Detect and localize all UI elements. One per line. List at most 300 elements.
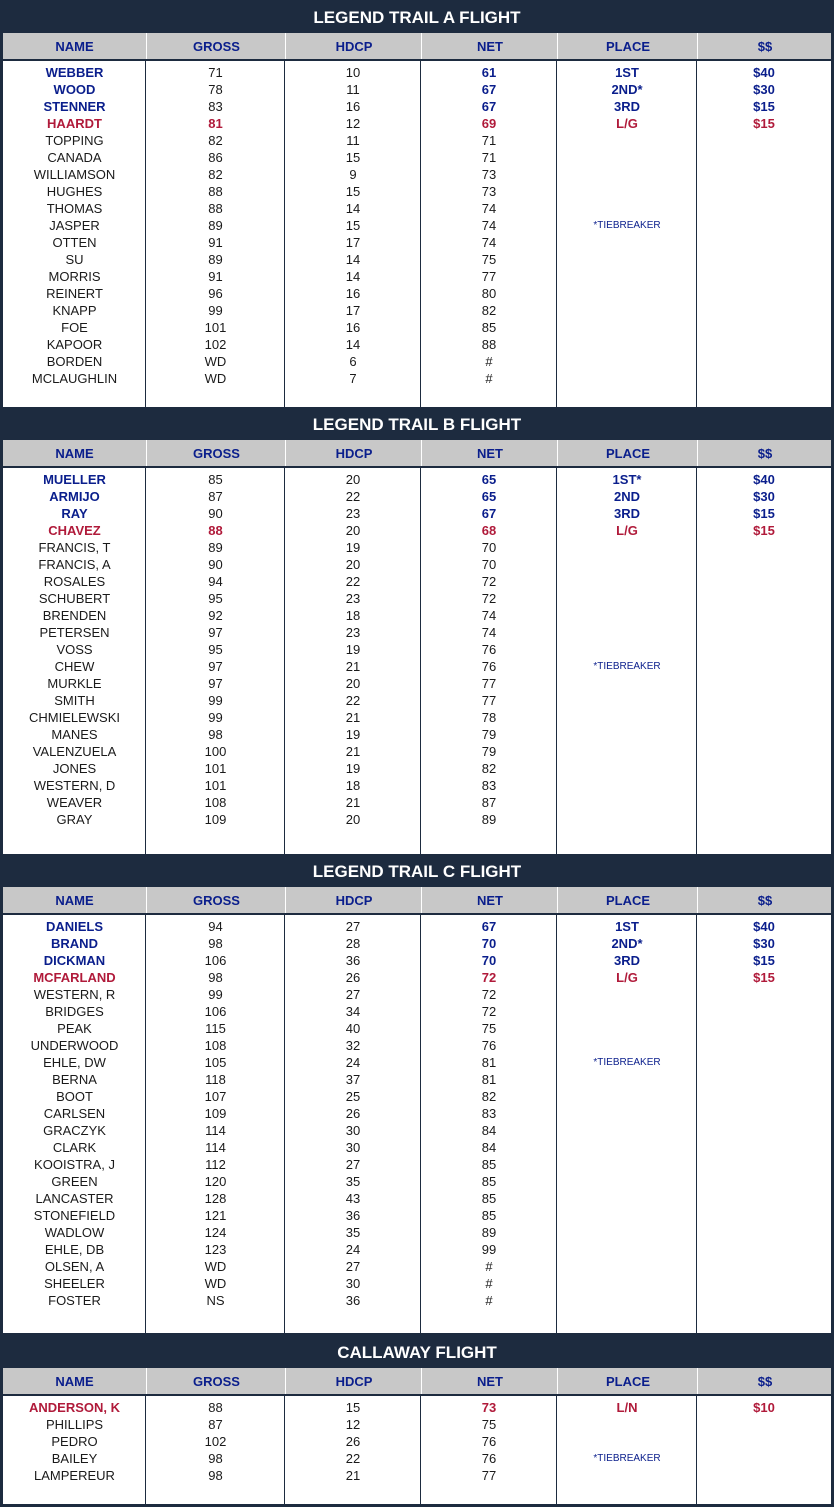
cell-money: [697, 1122, 831, 1139]
cell-name: WESTERN, R: [33, 987, 116, 1002]
cell-place: L/G: [616, 116, 638, 131]
cell-hdcp: 21: [345, 710, 361, 725]
cell-money: [697, 1105, 831, 1122]
cell-place: [557, 1139, 697, 1156]
cell-net: 75: [481, 252, 497, 267]
cell-place: L/G: [616, 523, 638, 538]
cell-gross: 124: [204, 1225, 227, 1240]
cell-gross: 102: [204, 337, 227, 352]
cell-gross: 87: [208, 489, 223, 504]
cell-place: [557, 1275, 697, 1292]
cell-place: [557, 302, 697, 319]
cell-money: [697, 658, 831, 675]
cell-name: HUGHES: [46, 184, 103, 199]
cell-name: ANDERSON, K: [28, 1400, 120, 1415]
cell-hdcp: 6: [349, 354, 357, 369]
cell-money: [697, 132, 831, 149]
cell-net: #: [485, 1293, 493, 1308]
cell-place: [557, 1020, 697, 1037]
cell-net: 74: [481, 218, 497, 233]
cell-net: 88: [481, 337, 497, 352]
cell-hdcp: 30: [345, 1140, 361, 1155]
cell-name: MORRIS: [48, 269, 101, 284]
cell-hdcp: 30: [345, 1123, 361, 1138]
cell-hdcp: 18: [345, 778, 361, 793]
cell-name: CLARK: [52, 1140, 97, 1155]
cell-money: [697, 319, 831, 336]
cell-money: [697, 1275, 831, 1292]
cell-place: [557, 1224, 697, 1241]
cell-name: BRAND: [51, 936, 98, 951]
cell-net: 76: [481, 1434, 497, 1449]
cell-place: 2ND: [613, 489, 640, 504]
cell-hdcp: 35: [345, 1225, 361, 1240]
cell-gross: 98: [208, 970, 223, 985]
cell-hdcp: 12: [345, 1417, 361, 1432]
cell-money: [697, 1156, 831, 1173]
cell-net: 72: [481, 970, 497, 985]
column-header-money: $$: [697, 1368, 832, 1394]
cell-net: 75: [481, 1417, 497, 1432]
cell-gross: 100: [204, 744, 227, 759]
cell-net: 78: [481, 710, 497, 725]
cell-name: MCFARLAND: [33, 970, 116, 985]
cell-gross: 82: [208, 133, 223, 148]
cell-net: 99: [481, 1242, 497, 1257]
cell-net: 87: [481, 795, 497, 810]
cell-name: SHEELER: [44, 1276, 105, 1291]
cell-hdcp: 12: [345, 116, 361, 131]
cell-gross: 123: [204, 1242, 227, 1257]
cell-place: [557, 624, 697, 641]
cell-net: 77: [481, 269, 497, 284]
cell-place: [557, 986, 697, 1003]
tiebreaker-note: *TIEBREAKER: [593, 220, 661, 231]
column-header-place: PLACE: [557, 1368, 698, 1394]
cell-net: 65: [481, 472, 497, 487]
cell-name: STENNER: [43, 99, 106, 114]
cell-name: BRENDEN: [42, 608, 107, 623]
cell-place: [557, 743, 697, 760]
cell-money: $40: [753, 472, 775, 487]
tiebreaker-note: *TIEBREAKER: [593, 1453, 661, 1464]
cell-money: [697, 1190, 831, 1207]
cell-net: 74: [481, 201, 497, 216]
cell-place: [557, 709, 697, 726]
cell-hdcp: 27: [345, 1259, 361, 1274]
cell-net: 70: [481, 557, 497, 572]
cell-gross: 95: [208, 642, 223, 657]
cell-net: #: [485, 354, 493, 369]
cell-net: 67: [481, 506, 497, 521]
cell-hdcp: 21: [345, 1468, 361, 1483]
cell-net: 71: [481, 133, 497, 148]
cell-money: [697, 183, 831, 200]
cell-money: [697, 217, 831, 234]
cell-hdcp: 14: [345, 269, 361, 284]
cell-name: EHLE, DB: [44, 1242, 105, 1257]
cell-money: $15: [753, 99, 775, 114]
cell-net: 83: [481, 778, 497, 793]
column-header-place: PLACE: [557, 33, 698, 59]
cell-place: 2ND*: [611, 82, 643, 97]
cell-hdcp: 11: [346, 82, 360, 97]
cell-place: [557, 607, 697, 624]
cell-net: 72: [481, 574, 497, 589]
cell-gross: 97: [208, 625, 223, 640]
cell-net: 74: [481, 625, 497, 640]
cell-money: [697, 268, 831, 285]
cell-hdcp: 27: [345, 1157, 361, 1172]
cell-hdcp: 16: [345, 320, 361, 335]
cell-place: [557, 268, 697, 285]
column-header-row: [3, 887, 831, 913]
cell-gross: 95: [208, 591, 223, 606]
cell-money: [697, 1292, 831, 1309]
cell-gross: 94: [208, 919, 223, 934]
cell-hdcp: 22: [345, 693, 361, 708]
column-header-money: $$: [697, 440, 832, 466]
cell-hdcp: 24: [345, 1242, 361, 1257]
cell-hdcp: 27: [345, 987, 361, 1002]
cell-net: #: [485, 1259, 493, 1274]
cell-gross: 109: [204, 812, 227, 827]
cell-gross: 91: [208, 235, 223, 250]
cell-gross: 89: [208, 218, 223, 233]
cell-place: [557, 556, 697, 573]
column-header-net: NET: [421, 1368, 558, 1394]
cell-place: [557, 149, 697, 166]
column-header-money: $$: [697, 887, 832, 913]
cell-place: [557, 726, 697, 743]
cell-money: [697, 1467, 831, 1484]
cell-gross: WD: [204, 371, 227, 386]
cell-hdcp: 20: [345, 557, 361, 572]
cell-name: KNAPP: [52, 303, 97, 318]
cell-money: [697, 1054, 831, 1071]
cell-net: 77: [481, 1468, 497, 1483]
cell-hdcp: 32: [345, 1038, 361, 1053]
cell-place: [557, 1071, 697, 1088]
cell-gross: NS: [206, 1293, 225, 1308]
cell-gross: 106: [204, 953, 227, 968]
cell-net: 72: [481, 591, 497, 606]
cell-net: 74: [481, 608, 497, 623]
column-header-place: PLACE: [557, 440, 698, 466]
flight-title: CALLAWAY FLIGHT: [0, 1335, 834, 1368]
cell-gross: 88: [208, 184, 223, 199]
cell-gross: 98: [208, 936, 223, 951]
cell-net: 73: [481, 167, 497, 182]
cell-place: [557, 1190, 697, 1207]
cell-gross: 106: [204, 1004, 227, 1019]
cell-name: MANES: [51, 727, 98, 742]
cell-gross: 99: [208, 693, 223, 708]
cell-name: KAPOOR: [46, 337, 103, 352]
cell-name: OLSEN, A: [44, 1259, 105, 1274]
cell-gross: 81: [208, 116, 223, 131]
cell-name: FOSTER: [48, 1293, 101, 1308]
cell-place: [557, 794, 697, 811]
column-header-name: NAME: [55, 1374, 94, 1389]
cell-money: $40: [753, 919, 775, 934]
cell-name: WESTERN, D: [33, 778, 116, 793]
cell-money: $15: [753, 970, 775, 985]
cell-place: 3RD: [613, 99, 640, 114]
column-header-net: NET: [421, 440, 558, 466]
cell-hdcp: 21: [345, 659, 361, 674]
column-header-money: $$: [697, 33, 832, 59]
cell-hdcp: 36: [345, 953, 361, 968]
cell-money: [697, 760, 831, 777]
cell-money: $30: [753, 936, 775, 951]
column-header-row: [3, 440, 831, 466]
cell-place: [557, 692, 697, 709]
cell-hdcp: 25: [345, 1089, 361, 1104]
cell-hdcp: 43: [345, 1191, 361, 1206]
cell-hdcp: 28: [345, 936, 361, 951]
cell-gross: 108: [204, 795, 227, 810]
cell-hdcp: 34: [345, 1004, 361, 1019]
cell-place: [557, 641, 697, 658]
cell-net: 72: [481, 987, 497, 1002]
cell-place: [557, 370, 697, 387]
cell-money: [697, 675, 831, 692]
cell-money: [697, 302, 831, 319]
cell-gross: 97: [208, 676, 223, 691]
cell-hdcp: 19: [345, 642, 361, 657]
cell-money: [697, 794, 831, 811]
cell-net: 61: [481, 65, 497, 80]
column-header-hdcp: HDCP: [285, 440, 422, 466]
cell-gross: 90: [208, 506, 223, 521]
cell-hdcp: 19: [345, 540, 361, 555]
cell-place: [557, 251, 697, 268]
cell-place: [557, 1433, 697, 1450]
column-header-net: NET: [421, 33, 558, 59]
cell-name: MURKLE: [47, 676, 102, 691]
cell-hdcp: 21: [345, 795, 361, 810]
cell-net: 67: [481, 919, 497, 934]
cell-place: [557, 675, 697, 692]
cell-gross: 78: [208, 82, 223, 97]
cell-hdcp: 22: [345, 489, 361, 504]
cell-money: [697, 336, 831, 353]
column-header-place: PLACE: [557, 887, 698, 913]
cell-money: [697, 370, 831, 387]
cell-name: UNDERWOOD: [30, 1038, 119, 1053]
cell-net: 85: [481, 1208, 497, 1223]
cell-place: [557, 1156, 697, 1173]
cell-money: $10: [753, 1400, 775, 1415]
cell-hdcp: 27: [345, 919, 361, 934]
cell-gross: 114: [205, 1140, 226, 1155]
cell-gross: 97: [208, 659, 223, 674]
cell-hdcp: 15: [345, 1400, 361, 1415]
cell-name: WADLOW: [44, 1225, 105, 1240]
cell-name: FRANCIS, A: [38, 557, 111, 572]
cell-name: BAILEY: [51, 1451, 98, 1466]
cell-net: 82: [481, 1089, 497, 1104]
cell-name: PETERSEN: [39, 625, 110, 640]
cell-net: 76: [481, 1038, 497, 1053]
cell-money: [697, 726, 831, 743]
cell-place: [557, 1258, 697, 1275]
cell-gross: 98: [208, 1468, 223, 1483]
cell-name: FOE: [61, 320, 88, 335]
cell-hdcp: 14: [345, 201, 361, 216]
cell-place: [557, 811, 697, 828]
cell-hdcp: 20: [345, 676, 361, 691]
cell-hdcp: 15: [345, 184, 361, 199]
cell-net: 82: [481, 761, 497, 776]
cell-money: [697, 692, 831, 709]
cell-hdcp: 14: [345, 337, 361, 352]
cell-gross: 99: [208, 987, 223, 1002]
cell-net: 67: [481, 82, 497, 97]
cell-name: PEAK: [57, 1021, 92, 1036]
cell-net: 76: [481, 1451, 497, 1466]
cell-money: $40: [753, 65, 775, 80]
cell-net: 84: [481, 1140, 497, 1155]
cell-net: 77: [481, 676, 497, 691]
cell-hdcp: 16: [345, 99, 361, 114]
cell-net: 79: [481, 727, 497, 742]
column-header-hdcp: HDCP: [285, 1368, 422, 1394]
cell-name: WOOD: [53, 82, 96, 97]
flight-table: [3, 1395, 831, 1504]
cell-gross: 118: [205, 1072, 226, 1087]
cell-place: [557, 166, 697, 183]
cell-place: [557, 234, 697, 251]
cell-place: [557, 590, 697, 607]
cell-gross: 98: [208, 727, 223, 742]
column-header-hdcp: HDCP: [285, 33, 422, 59]
tiebreaker-note: *TIEBREAKER: [593, 661, 661, 672]
cell-place: [557, 573, 697, 590]
cell-hdcp: 20: [345, 472, 361, 487]
cell-place: [557, 353, 697, 370]
cell-hdcp: 26: [345, 1434, 361, 1449]
cell-gross: 99: [208, 710, 223, 725]
cell-net: 85: [481, 320, 497, 335]
column-header-gross: GROSS: [146, 887, 286, 913]
cell-name: PHILLIPS: [45, 1417, 104, 1432]
cell-hdcp: 19: [345, 761, 361, 776]
flight-table: [3, 914, 831, 1333]
cell-net: 65: [481, 489, 497, 504]
cell-name: FRANCIS, T: [38, 540, 111, 555]
cell-place: [557, 1037, 697, 1054]
cell-place: 3RD: [613, 506, 640, 521]
cell-place: [557, 1088, 697, 1105]
cell-gross: 99: [208, 303, 223, 318]
cell-hdcp: 17: [345, 235, 361, 250]
cell-hdcp: 10: [345, 65, 361, 80]
cell-hdcp: 35: [345, 1174, 361, 1189]
cell-name: EHLE, DW: [43, 1055, 106, 1070]
cell-hdcp: 20: [345, 812, 361, 827]
cell-hdcp: 18: [345, 608, 361, 623]
cell-name: BOOT: [56, 1089, 93, 1104]
cell-net: 79: [481, 744, 497, 759]
cell-hdcp: 23: [345, 625, 361, 640]
cell-net: 81: [481, 1072, 497, 1087]
cell-net: 80: [481, 286, 497, 301]
cell-hdcp: 22: [345, 574, 361, 589]
cell-name: THOMAS: [46, 201, 103, 216]
cell-money: $15: [753, 506, 775, 521]
cell-money: [697, 1416, 831, 1433]
cell-money: $30: [753, 489, 775, 504]
cell-net: 70: [481, 936, 497, 951]
cell-gross: WD: [204, 354, 227, 369]
cell-name: TOPPING: [45, 133, 104, 148]
cell-money: [697, 200, 831, 217]
cell-net: 81: [481, 1055, 497, 1070]
tiebreaker-note: *TIEBREAKER: [593, 1057, 661, 1068]
cell-money: [697, 353, 831, 370]
cell-gross: 71: [208, 65, 223, 80]
cell-place: [557, 760, 697, 777]
cell-gross: 107: [204, 1089, 227, 1104]
cell-gross: 121: [204, 1208, 227, 1223]
column-header-gross: GROSS: [146, 1368, 286, 1394]
cell-money: [697, 1139, 831, 1156]
cell-name: WEBBER: [45, 65, 104, 80]
cell-name: DANIELS: [45, 919, 104, 934]
cell-name: ROSALES: [43, 574, 106, 589]
cell-net: 72: [481, 1004, 497, 1019]
cell-name: GREEN: [51, 1174, 98, 1189]
cell-gross: 120: [204, 1174, 227, 1189]
cell-money: [697, 573, 831, 590]
cell-money: [697, 986, 831, 1003]
cell-hdcp: 16: [345, 286, 361, 301]
cell-net: 70: [481, 540, 497, 555]
cell-name: MCLAUGHLIN: [31, 371, 118, 386]
cell-gross: 91: [208, 269, 223, 284]
cell-money: [697, 1003, 831, 1020]
cell-money: [697, 624, 831, 641]
column-header-name: NAME: [55, 39, 94, 54]
cell-place: [557, 1467, 697, 1484]
cell-net: 84: [481, 1123, 497, 1138]
cell-place: [557, 1003, 697, 1020]
cell-gross: 114: [205, 1123, 226, 1138]
cell-name: BERNA: [52, 1072, 97, 1087]
cell-name: ARMIJO: [49, 489, 100, 504]
cell-name: SMITH: [54, 693, 95, 708]
cell-gross: 85: [208, 472, 223, 487]
flight-title: LEGEND TRAIL A FLIGHT: [0, 0, 834, 33]
cell-place: [557, 319, 697, 336]
cell-hdcp: 22: [345, 1451, 361, 1466]
cell-place: L/N: [616, 1400, 638, 1415]
cell-place: [557, 1173, 697, 1190]
cell-name: PEDRO: [51, 1434, 98, 1449]
cell-net: 68: [481, 523, 497, 538]
cell-net: 76: [481, 659, 497, 674]
column-header-name: NAME: [55, 446, 94, 461]
cell-gross: 92: [208, 608, 223, 623]
cell-gross: 115: [205, 1021, 226, 1036]
cell-place: L/G: [616, 970, 638, 985]
cell-money: [697, 1450, 831, 1467]
cell-hdcp: 26: [345, 1106, 361, 1121]
cell-money: [697, 539, 831, 556]
cell-place: [557, 336, 697, 353]
